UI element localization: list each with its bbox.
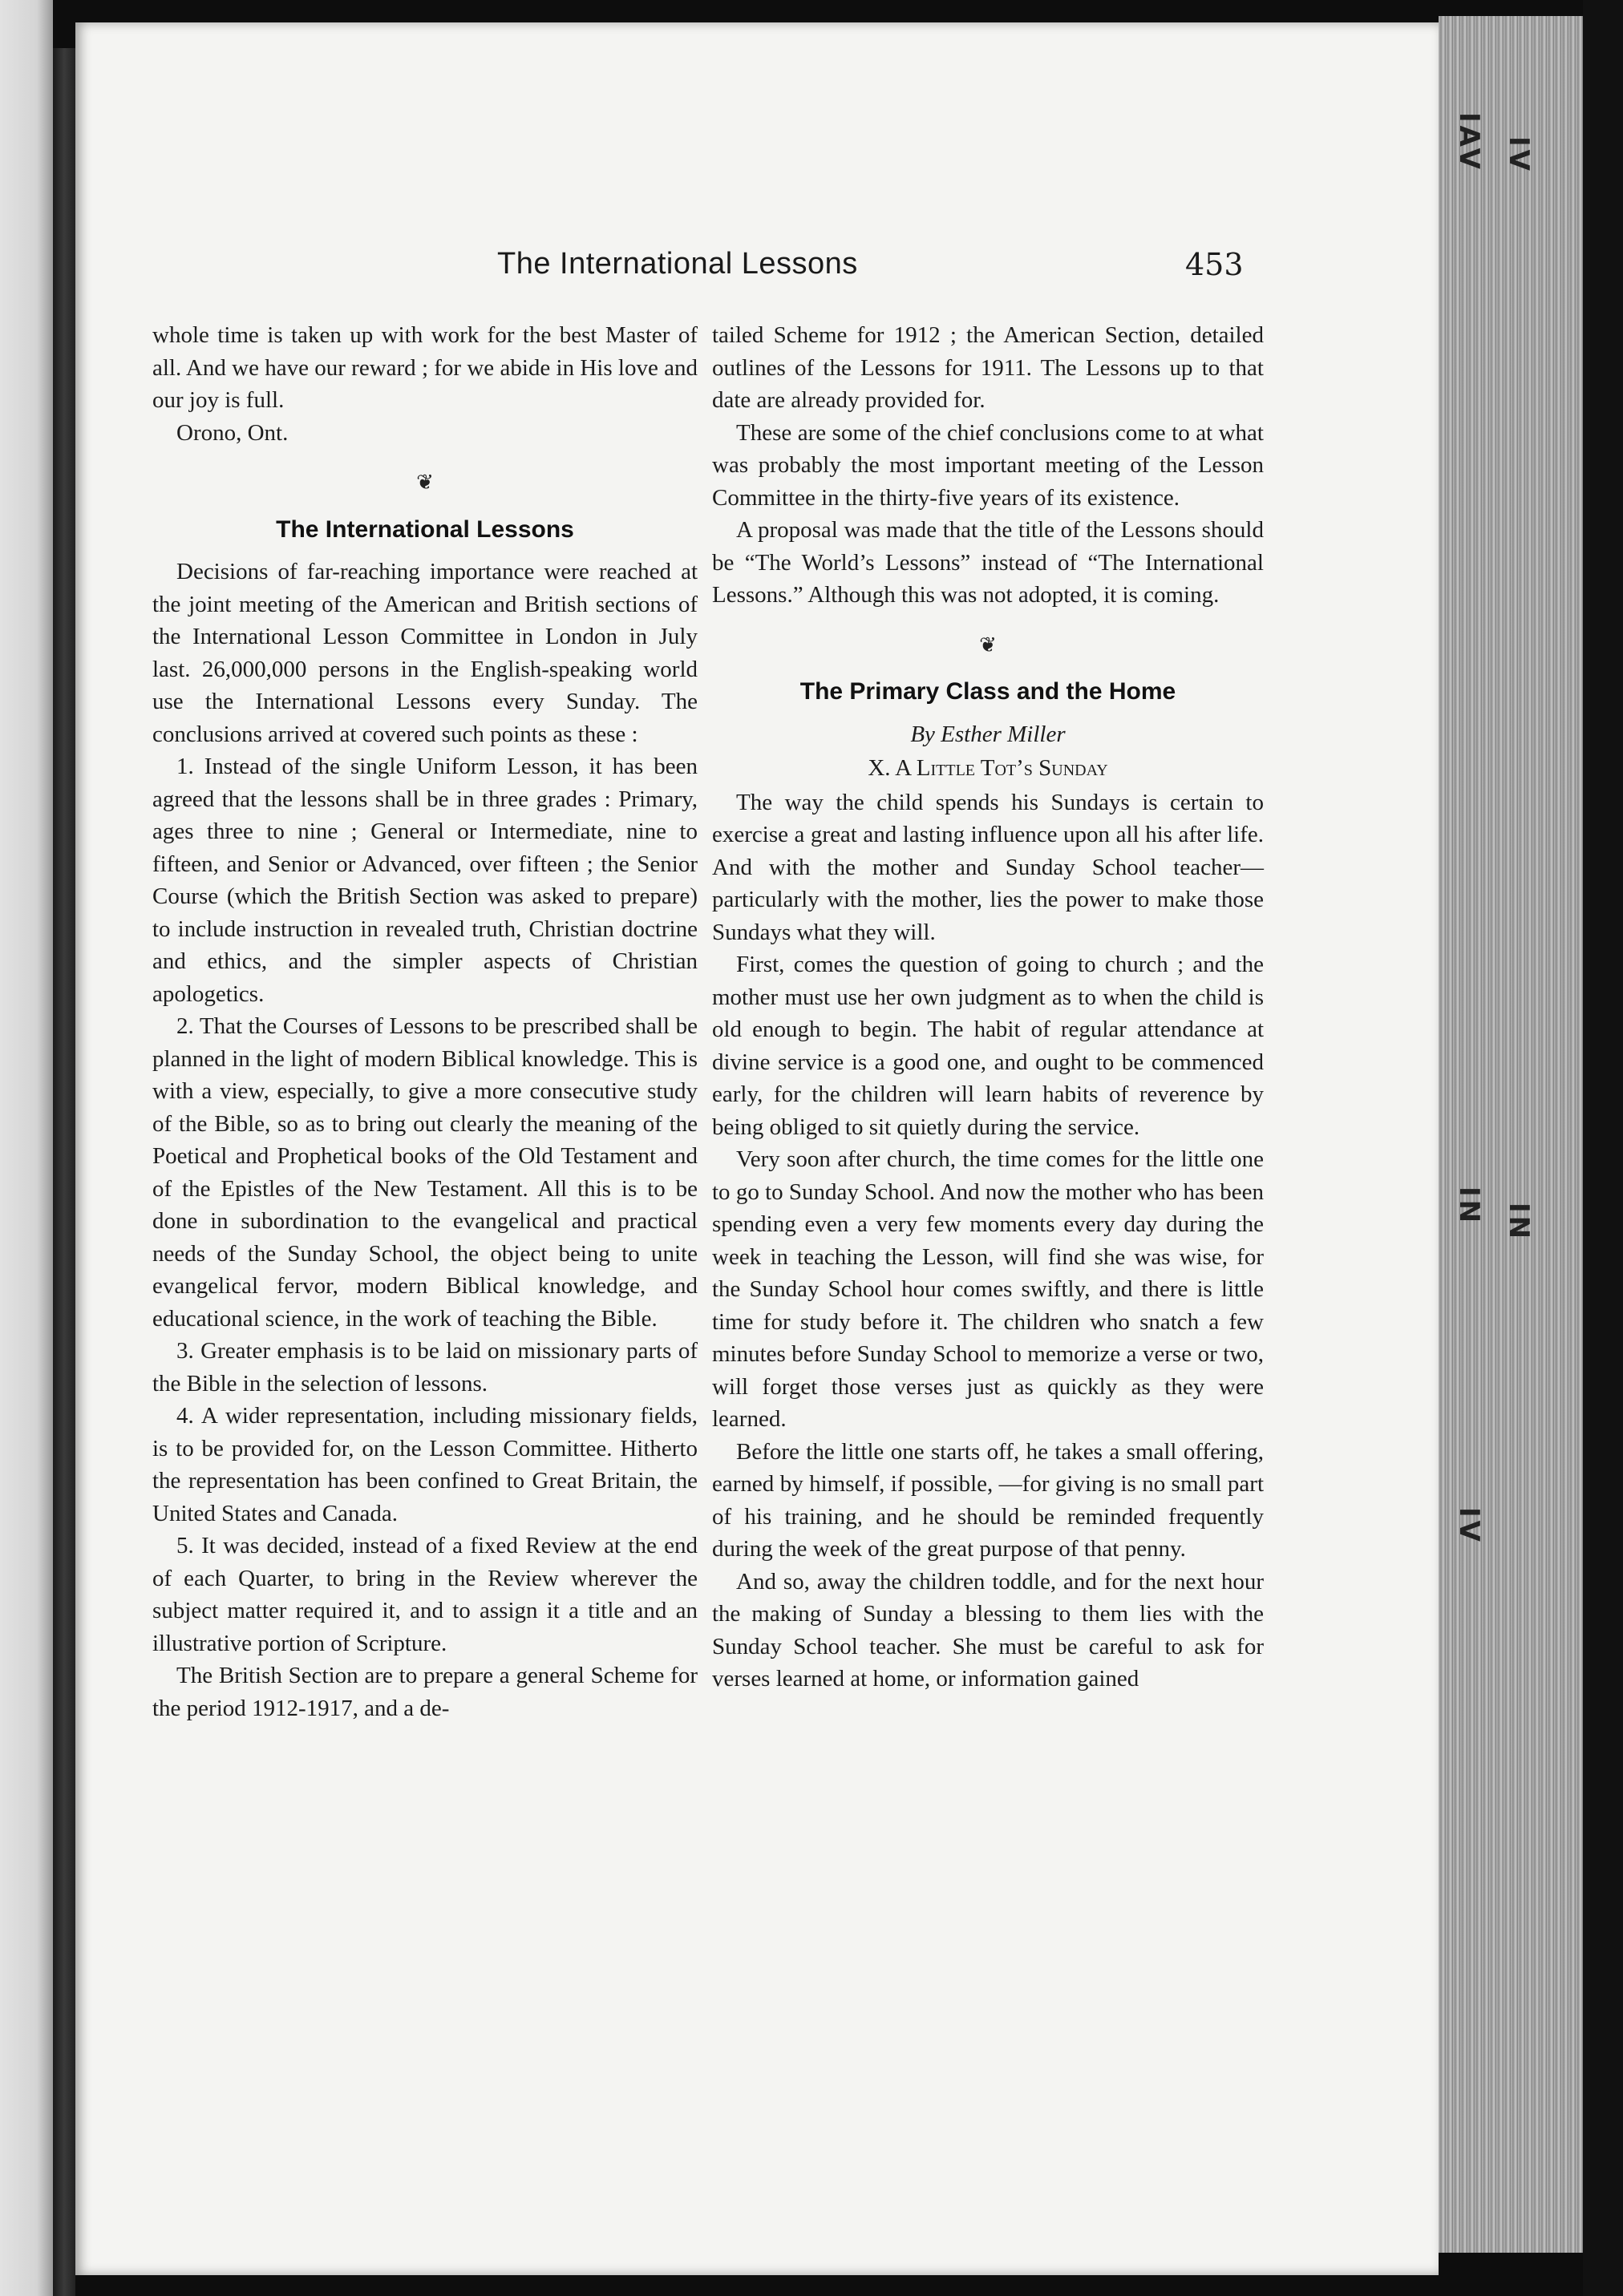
scan-background (1583, 0, 1623, 2296)
paragraph: These are some of the chief conclusions come to at what was probably the most important meeting of the Lesson Committee in the thirty-five years of its existence. (712, 419, 1264, 511)
edge-mark: IN (1453, 1186, 1485, 1227)
paragraph: The British Section are to prepare a general Scheme for the period 1912-1917, and a de- (152, 1663, 698, 1721)
paragraph: 5. It was decided, instead of a fixed Review at the end of each Quarter, to bring in the Review wherever the subject matter required it, and to assign it a title and an illustrative portion of Scripture. (152, 1533, 698, 1656)
page-edges (1439, 16, 1583, 2253)
paragraph: And so, away the children toddle, and for the next hour the making of Sunday a blessing to them lies with the Sunday School teacher. She must be careful to ask for verses learned at home, or information gained (712, 1568, 1264, 1692)
article-subhead: X. A Little Tot’s Sunday (868, 755, 1108, 781)
continuation-text: whole time is taken up with work for the best Master of all. And we have our reward ; for we abide in His love and our joy is full. (152, 322, 698, 413)
article-title: The International Lessons (276, 515, 574, 543)
page-number: 453 (1185, 247, 1244, 282)
place-signature: Orono, Ont. (176, 419, 289, 446)
paragraph: 3. Greater emphasis is to be laid on missionary parts of the Bible in the selection of lessons. (152, 1338, 698, 1397)
paragraph: 1. Instead of the single Uniform Lesson, it has been agreed that the lessons shall be in three grades : Primary, ages three to nine ; General or Intermediate, nine to fifteen, and Senior or Advanced, over fifteen ; the Senior Course (which the British Section was asked to prepare) to include instruction in revealed truth, Christian doctrine and ethics, and the simpler aspects of Christian apologetics. (152, 754, 698, 1007)
paragraph: 2. That the Courses of Lessons to be prescribed shall be planned in the light of modern Biblical knowledge. This is with a view, especially, to give a more consecutive study of the Bible, so as to bring out clearly the meaning of the Poetical and Prophetical books of the Old Testament and of the Epistles of the New Testament. All this is to be done in subordination to the evangelical and practical needs of the Sunday School, the object being to unite evangelical fervor, modern Biblical knowledge, and educational science, in the work of teaching the Bible. (152, 1013, 698, 1332)
paragraph: Very soon after church, the time comes for the little one to go to Sunday School. And now the mother who has been spending even a very few moments every day during the week in teaching the Lesson, will find she was wise, for the Sunday School hour comes swiftly, and there is little time for study before it. The children who snatch a few minutes before Sunday School to memorize a verse or two, will forget those verses just as quickly as they were learned. (712, 1146, 1264, 1432)
edge-mark: IN (1503, 1203, 1535, 1243)
book-gutter (53, 48, 75, 2296)
article-title: The Primary Class and the Home (799, 678, 1176, 705)
edge-mark: IV (1503, 136, 1535, 174)
facing-page-edge (0, 0, 53, 2296)
continuation-text: tailed Scheme for 1912 ; the American Section, detailed outlines of the Lessons for 1911. The Lessons up to that date are already provided for. (712, 322, 1264, 413)
byline: By Esther Miller (910, 721, 1066, 747)
paragraph: Before the little one starts off, he takes a small offering, earned by himself, if possible, —for giving is no small part of his training, and he should be reminded frequently during the week of the great purpose of that penny. (712, 1438, 1264, 1562)
left-column (152, 319, 698, 1724)
edge-mark: IAV (1453, 112, 1485, 172)
paragraph: 4. A wider representation, including missionary fields, is to be provided for, on the Lesson Committee. Hitherto the representation has been confined to Great Britain, the United States and Canada. (152, 1403, 698, 1526)
ornament-icon: ❦ (979, 633, 997, 657)
paragraph: A proposal was made that the title of the Lessons should be “The World’s Lessons” instead of “The International Lessons.” Although this was not adopted, it is coming. (712, 517, 1264, 608)
paragraph: Decisions of far-reaching importance were reached at the joint meeting of the American and British sections of the International Lesson Committee in London in July last. 26,000,000 persons in the English-speaking world use the International Lessons every Sunday. The conclusions arrived at covered such points as these : (152, 559, 698, 747)
paragraph: The way the child spends his Sundays is certain to exercise a great and lasting influence upon all his after life. And with the mother and Sunday School teacher—particularly with the mother, lies the power to make those Sundays what they will. (712, 789, 1264, 945)
ornament-icon: ❦ (416, 471, 434, 495)
running-head: The International Lessons (497, 247, 858, 281)
right-column (712, 319, 1264, 1696)
paragraph: First, comes the question of going to church ; and the mother must use her own judgment as to when the child is old enough to begin. The habit of regular attendance at divine service is a good one, and ought to be commenced early, for the children will learn habits of reverence by being obliged to sit quietly during the service. (712, 952, 1264, 1140)
edge-mark: IV (1453, 1507, 1485, 1545)
